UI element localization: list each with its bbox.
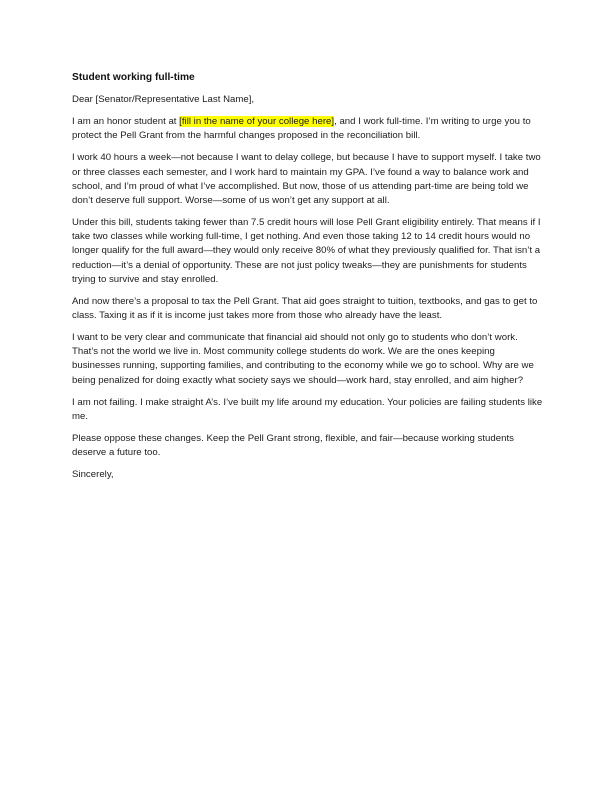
paragraph-working-students: I want to be very clear and communicate that financial aid should not only go to students who don’t work. That’s not the world we live in. Most community college students do work. We are the ones keeping businesses running, supporting families, and contributing to the economy while we go to school. Why are we being penalized for doing exactly what society says we should—work hard, stay enrolled, and aim higher? <box>72 332 534 386</box>
paragraph-intro <box>72 115 544 143</box>
salutation: Dear [Senator/Representative Last Name], <box>72 94 255 106</box>
college-name-placeholder[interactable]: [fill in the name of your college here] <box>179 116 335 128</box>
paragraph-tax-proposal: And now there’s a proposal to tax the Pell Grant. That aid goes straight to tuition, textbooks, and gas to get to class. Taxing it as if it is income just takes more from those who already have the least. <box>72 295 538 322</box>
paragraph-request: Please oppose these changes. Keep the Pell Grant strong, flexible, and fair—because working students deserve a future too. <box>72 432 514 459</box>
paragraph-not-failing: I am not failing. I make straight A’s. I’ve built my life around my education. Your policies are failing students like me. <box>72 396 543 422</box>
intro-text-end: , and I work full-time. I’m writing to urge you to protect the Pell Grant from the harmful changes proposed in the reconciliation bill. <box>72 116 531 142</box>
paragraph-bill-impact: Under this bill, students taking fewer than 7.5 credit hours will lose Pell Grant eligibility entirely. That means if I take two classes while working full-time, I get nothing. And even those taking 12 to 14 credit hours would no longer qualify for the full award—they would only receive 80% of what they previously qualified for. That isn’t a reduction—it’s a denial of opportunity. These are not just policy tweaks—they are punishments for students trying to survive and stay enrolled. <box>72 217 541 285</box>
closing: Sincerely, <box>72 469 114 481</box>
paragraph-work-hours: I work 40 hours a week—not because I want to delay college, but because I have to support myself. I take two or three classes each semester, and I work hard to maintain my GPA. I’ve found a way to balance work and school, and I’m proud of what I’ve accomplished. But now, those of us attending part-time are being told we don’t deserve full support. Worse—some of us won’t get any support at all. <box>72 152 541 207</box>
intro-text-start: I am an honor student at <box>72 116 180 128</box>
letter-title: Student working full-time <box>72 72 195 83</box>
letter-body <box>72 71 544 490</box>
